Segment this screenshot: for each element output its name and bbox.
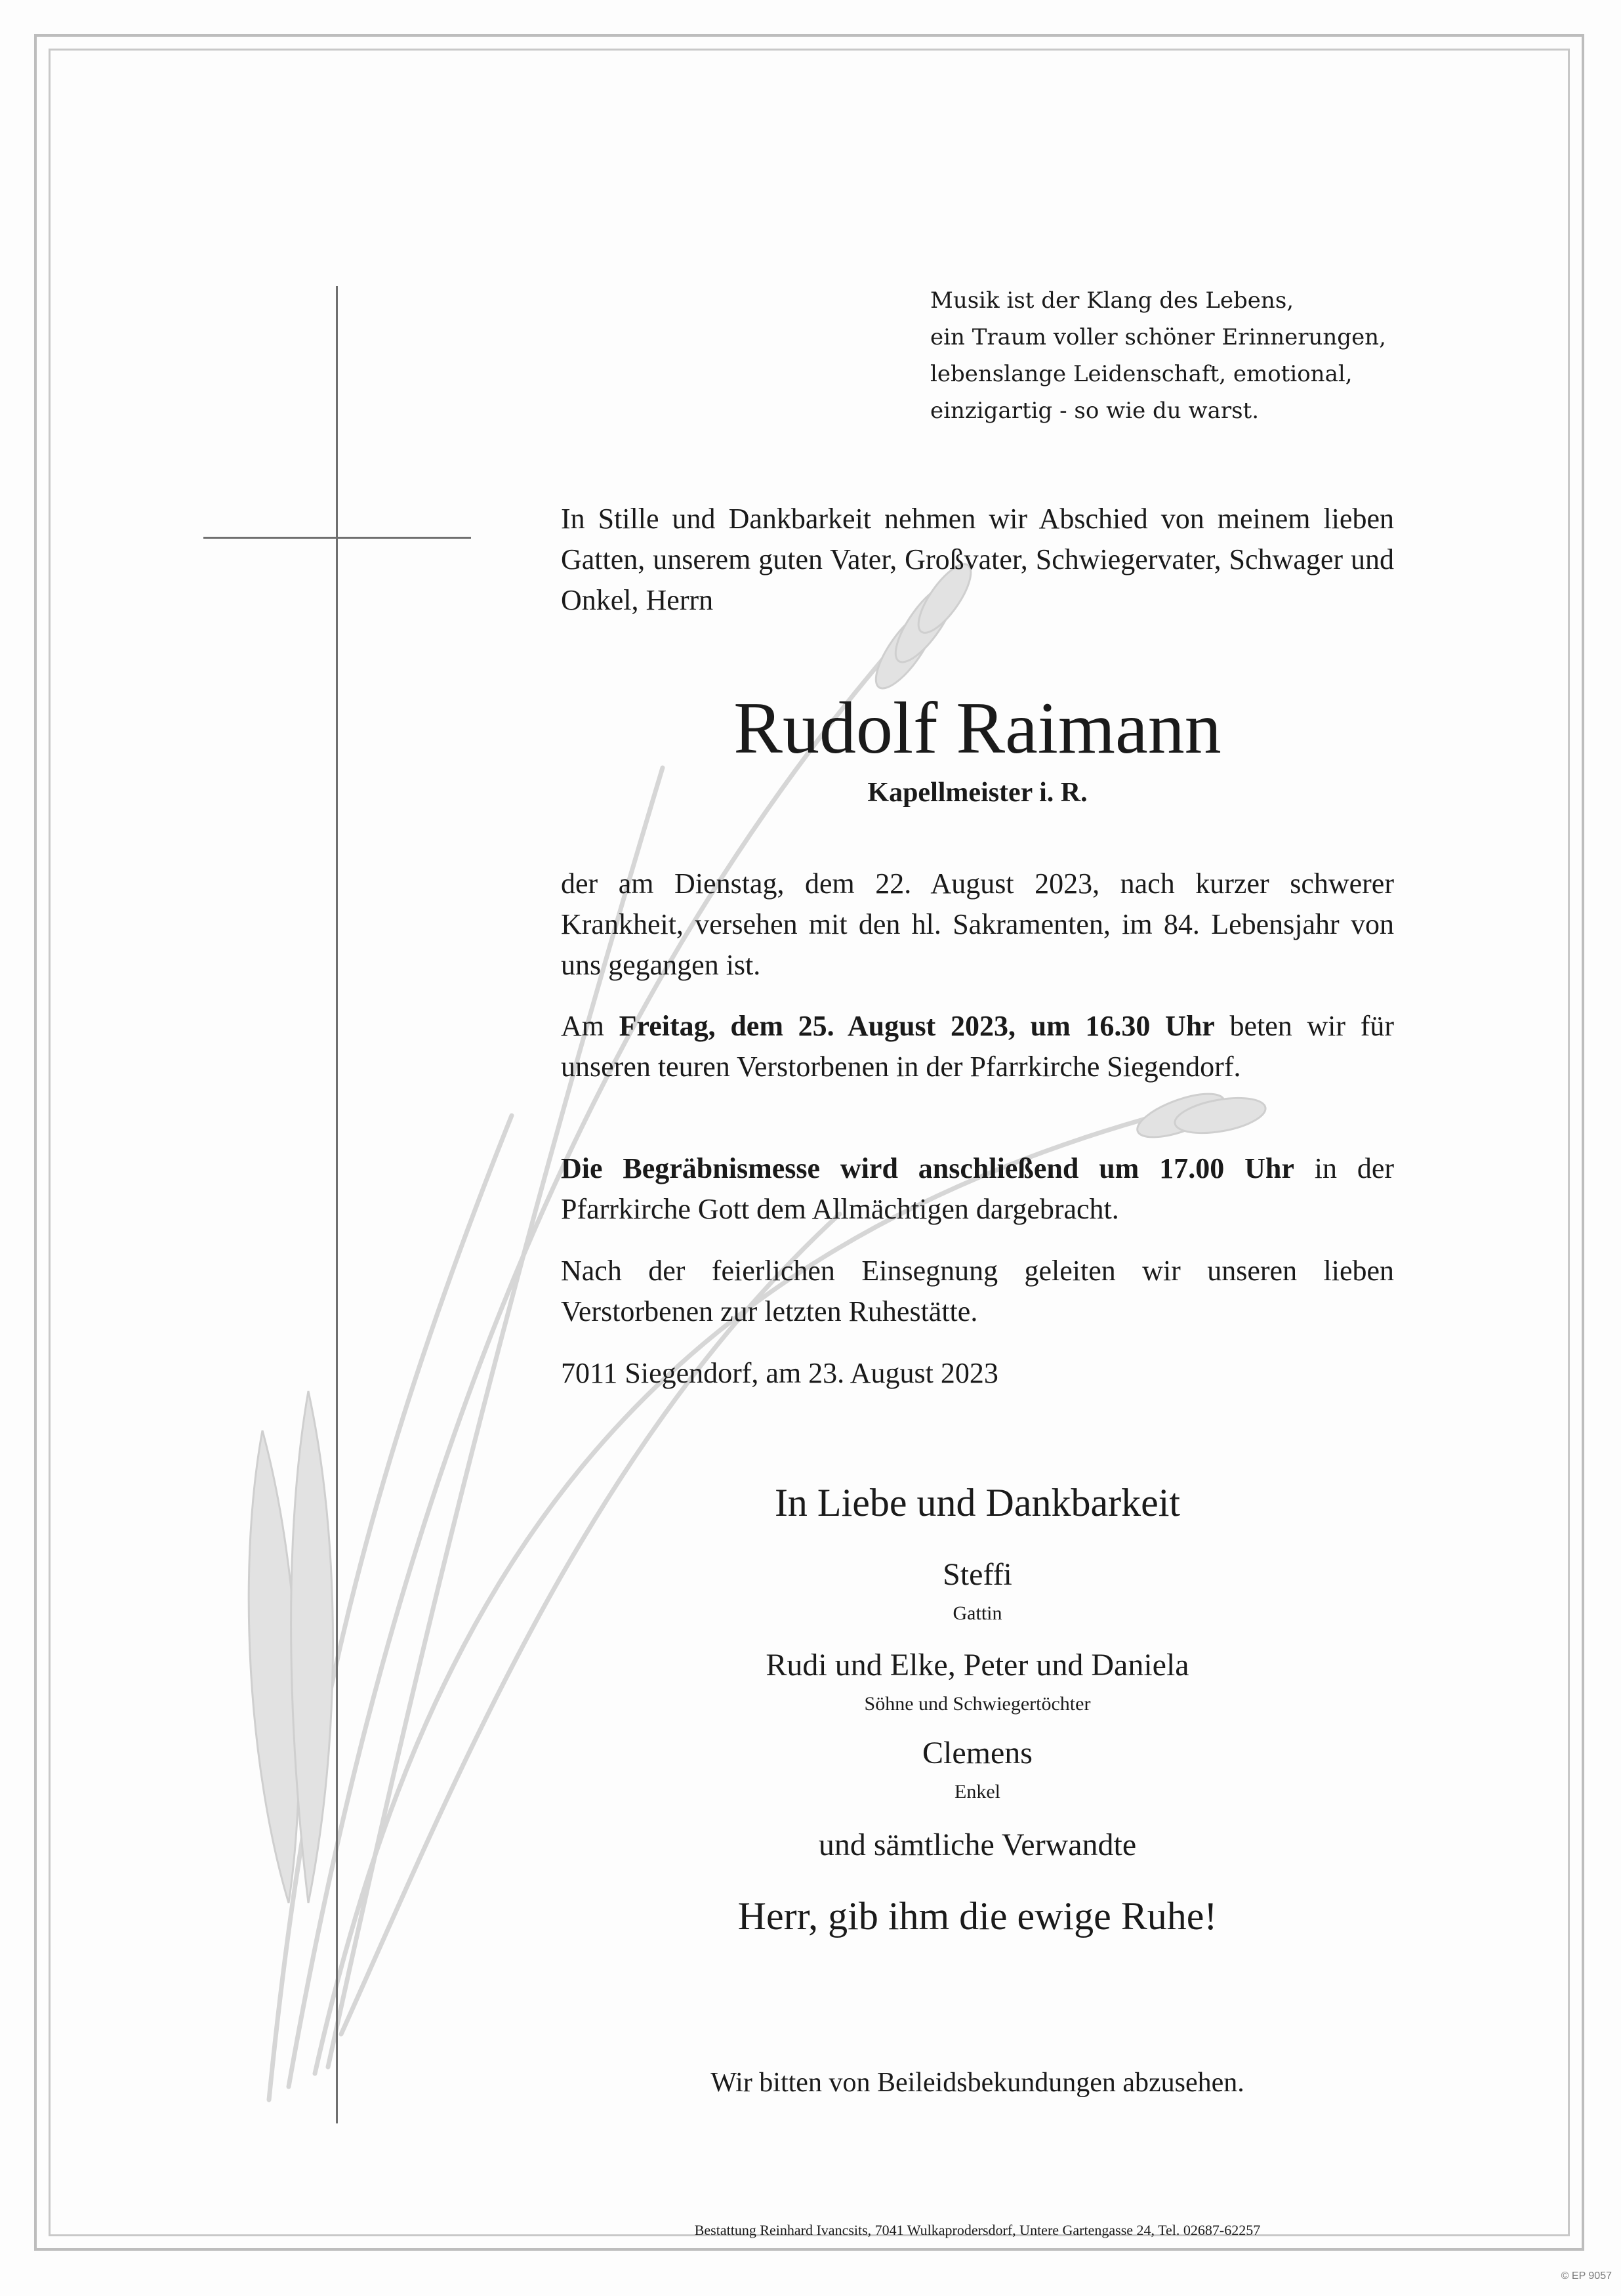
- condolence-request: Wir bitten von Beileidsbekundungen abzusehen.: [710, 2068, 1244, 2098]
- other-relatives: und sämtliche Verwandte: [818, 1827, 1137, 1862]
- funeral-home-footer: Bestattung Reinhard Ivancsits, 7041 Wulkaprodersdorf, Untere Gartengasse 24, Tel. 02687-62257: [694, 2222, 1261, 2238]
- deceased-title: Kapellmeister i. R.: [867, 778, 1088, 808]
- closing-prayer: Herr, gib ihm die ewige Ruhe!: [737, 1894, 1218, 1938]
- mourner-relation: Gattin: [953, 1602, 1002, 1624]
- poem-line: lebenslange Leidenschaft, emotional,: [930, 361, 1353, 387]
- mass-paragraph: [561, 1148, 1394, 1230]
- burial-paragraph: Nach der feierlichen Einsegnung geleiten wir unseren lieben Verstorbenen zur letzten Ruhestätte.: [561, 1255, 1394, 1327]
- mourner-name: Rudi und Elke, Peter und Daniela: [766, 1648, 1189, 1682]
- prayer-prefix: Am: [561, 1010, 619, 1042]
- prayer-date-time: Freitag, dem 25. August 2023, um 16.30 Uhr: [619, 1010, 1215, 1042]
- poem-line: Musik ist der Klang des Lebens,: [930, 287, 1294, 314]
- poem-line: ein Traum voller schöner Erinnerungen,: [930, 324, 1386, 350]
- prayer-suffix: beten wir für unseren teuren Verstorbenen in der Pfarrkirche Siegendorf.: [561, 1010, 1395, 1083]
- mourner-name: Clemens: [922, 1736, 1033, 1770]
- mass-suffix: in der Pfarrkirche Gott dem Allmächtigen dargebracht.: [561, 1152, 1394, 1225]
- poem: [930, 282, 1429, 429]
- poem-line: einzigartig - so wie du warst.: [930, 398, 1260, 424]
- mourner-relation: Enkel: [954, 1781, 1000, 1803]
- cross-horizontal-bar: [203, 537, 471, 539]
- prayer-paragraph: [561, 1006, 1394, 1087]
- cross-vertical-bar: [336, 286, 338, 2123]
- mourners-heading: In Liebe und Dankbarkeit: [774, 1481, 1181, 1524]
- mourner-name: Steffi: [943, 1557, 1012, 1592]
- death-paragraph: der am Dienstag, dem 22. August 2023, nach kurzer schwerer Krankheit, versehen mit den hl. Sakramenten, im 84. Lebensjahr von uns gegangen ist.: [561, 867, 1394, 981]
- intro-paragraph: In Stille und Dankbarkeit nehmen wir Abschied von meinem lieben Gatten, unserem guten Vater, Großvater, Schwiegervater, Schwager und Onkel, Herrn: [561, 503, 1394, 616]
- template-code: © EP 9057: [1561, 2270, 1612, 2282]
- mourner-relation: Söhne und Schwiegertöchter: [864, 1693, 1091, 1715]
- place-date: 7011 Siegendorf, am 23. August 2023: [561, 1357, 998, 1389]
- deceased-name: Rudolf Raimann: [733, 688, 1221, 769]
- mass-bold: Die Begräbnismesse wird anschließend um 17.00 Uhr: [561, 1152, 1294, 1184]
